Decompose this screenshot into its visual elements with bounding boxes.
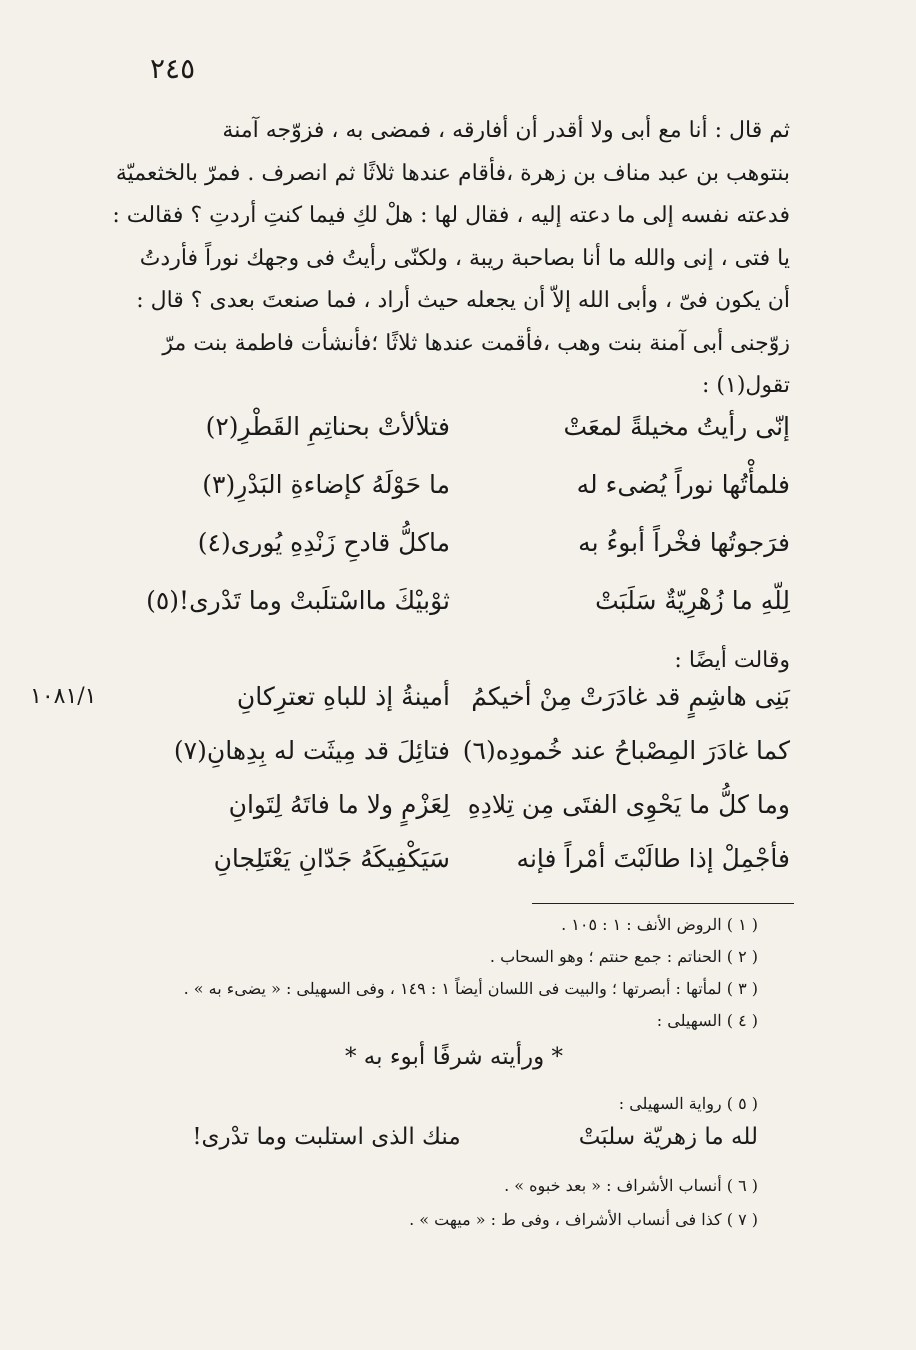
footnote: ( ٥ ) رواية السهيلى : xyxy=(618,1094,758,1113)
footnote: ( ٢ ) الحناتم : جمع حنتم ؛ وهو السحاب . xyxy=(489,947,758,966)
hemistich-right: فأجْمِلْ إذا طالَبْتَ أمْراً فإنه xyxy=(516,844,790,873)
prose-line: فدعته نفسه إلى ما دعته إليه ، فقال لها : هلْ لكِ فيما كنتِ أردتِ ؟ فقالت : xyxy=(112,203,790,228)
footnote-verse-line xyxy=(150,1124,758,1150)
prose-line: بنتوهب بن عبد مناف بن زهرة ،فأقام عندها ثلاثًا ثم انصرف . فمرّ بالخثعميّة xyxy=(115,160,790,186)
hemistich-right: فرَجوتُها فخْراً أبوءُ به xyxy=(578,528,790,557)
prose-line: ثم قال : أنا مع أبى ولا أقدر أن أفارقه ، فمضى به ، فزوّجه آمنة xyxy=(222,118,790,143)
verse-line xyxy=(150,682,790,736)
verse-line xyxy=(150,790,790,844)
hemistich-left: لِعَزْمٍ ولا ما فاتَهُ لِتَوانِ xyxy=(228,790,450,819)
prose-paragraph xyxy=(112,110,790,408)
verse-line xyxy=(150,470,790,528)
hemistich-right: لِلّهِ ما زُهْرِيّةٌ سَلَبَتْ xyxy=(595,586,790,615)
hemistich-left: فتلألأتْ بحناتِمِ القَطْرِ(٢) xyxy=(205,412,450,441)
hemistich-left: فتائِلَ قد مِيثَت له بِدِهانِ(٧) xyxy=(173,736,450,765)
margin-reference: ١٠٨١/١ xyxy=(30,684,97,709)
hemistich-left: ماكلُّ قادحِ زَنْدِهِ يُورى(٤) xyxy=(197,528,450,557)
hemistich-right: فلمأْتُها نوراً يُضىء له xyxy=(576,470,790,499)
prose-line: يا فتى ، إنى والله ما أنا بصاحبة ريبة ، ولكنّى رأيتُ فى وجهك نوراً فأردتُ xyxy=(139,245,790,271)
prose-line: زوّجنى أبى آمنة بنت وهب ،فأقمت عندها ثلاثًا ؛فأنشأت فاطمة بنت مرّ xyxy=(162,330,790,356)
hemistich-right: لله ما زهريّة سلبَتْ xyxy=(578,1124,758,1150)
page-number: ٢٤٥ xyxy=(150,52,196,85)
hemistich-left: سَيَكْفِيكَهُ جَدّانِ يَعْتَلِجانِ xyxy=(213,844,450,873)
hemistich-left: ثوْبيْكَ مااسْتلَبتْ وما تَدْرى!(٥) xyxy=(146,586,450,615)
footnote-divider xyxy=(532,903,794,904)
poem-1 xyxy=(146,412,790,644)
footnote-verse: * ورأيته شرفًا أبوء به * xyxy=(344,1044,564,1070)
footnote: ( ٧ ) كذا فى أنساب الأشراف ، وفى ط : « ميهت » . xyxy=(409,1210,758,1229)
footnote: ( ١ ) الروض الأنف : ١ : ١٠٥ . xyxy=(561,915,758,934)
prose-line: أن يكون فىّ ، وأبى الله إلاّ أن يجعله حيث أراد ، فما صنعتَ بعدى ؟ قال : xyxy=(136,288,790,313)
poem-2 xyxy=(150,682,790,898)
verse-line xyxy=(150,736,790,790)
hemistich-right: كما غادَرَ المِصْباحُ عند خُمودِه(٦) xyxy=(462,736,790,765)
footnote: ( ٦ ) أنساب الأشراف : « بعد خبوه » . xyxy=(504,1176,758,1195)
verse-line xyxy=(150,412,790,470)
hemistich-right: وما كلُّ ما يَحْوِى الفتَى مِن تِلادِهِ xyxy=(467,790,790,819)
footnote: ( ٣ ) لمأتها : أبصرتها ؛ والبيت فى اللسان أيضاً ١ : ١٤٩ ، وفى السهيلى : « يضىء به » . xyxy=(183,979,758,998)
verse-line xyxy=(146,586,790,644)
section-intro: وقالت أيضًا : xyxy=(674,648,790,673)
prose-line: تقول(١) : xyxy=(701,373,790,398)
hemistich-left: منك الذى استلبت وما تدْرى! xyxy=(192,1124,461,1150)
verse-line xyxy=(150,844,790,898)
hemistich-right: إنّى رأيتُ مخيلةً لمعَتْ xyxy=(563,412,790,441)
footnote: ( ٤ ) السهيلى : xyxy=(656,1011,758,1030)
hemistich-left: أمينةُ إذ للباهِ تعترِكانِ xyxy=(236,682,450,711)
verse-line xyxy=(150,528,790,586)
hemistich-left: ما حَوْلَهُ كإضاءةِ البَدْرِ(٣) xyxy=(202,470,450,499)
hemistich-right: بَنِى هاشِمٍ قد غادَرَتْ مِنْ أخيكمُ xyxy=(471,682,790,711)
